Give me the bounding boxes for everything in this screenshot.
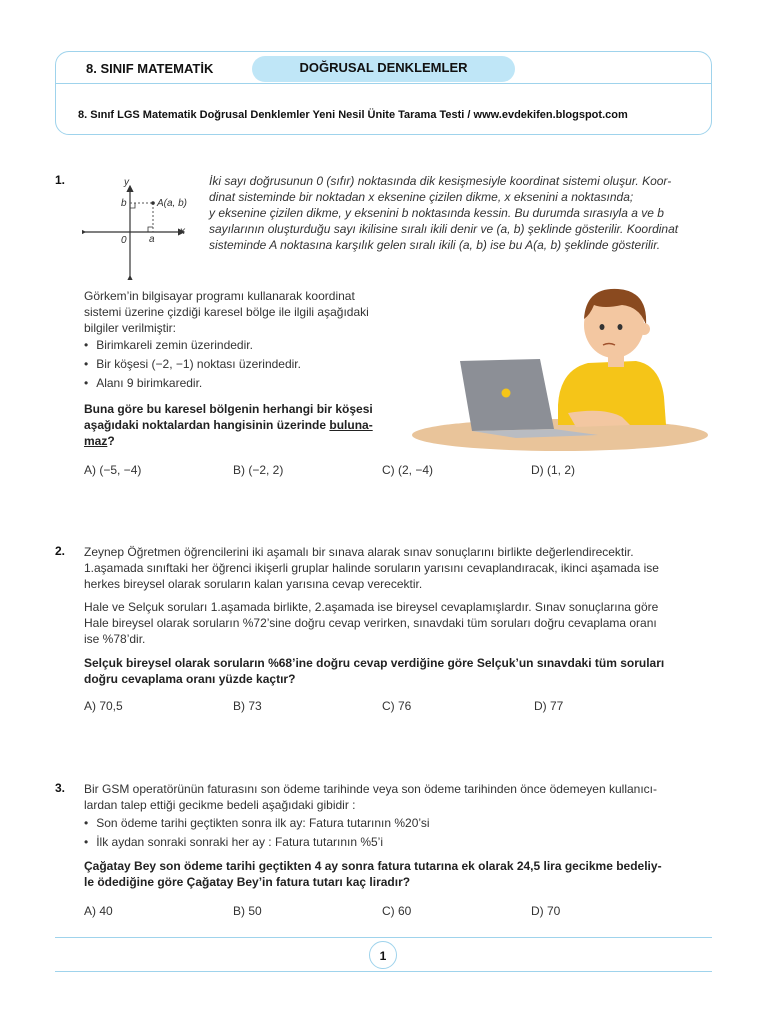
list-item: • Bir köşesi (−2, −1) noktası üzerindedir.: [84, 355, 301, 374]
page-number: 1: [369, 941, 397, 969]
q3-question: Çağatay Bey son ödeme tarihi geçtikten 4 ay sonra fatura tutarına ek olarak 24,5 lira gecikme bedeliy- le ödediğine göre Çağatay Bey’in fatura tutarı kaç liradır?: [84, 859, 662, 889]
boy-laptop-illustration: [408, 285, 708, 455]
footer-line-top: [55, 937, 712, 938]
q3-option-c[interactable]: C) 60: [382, 904, 412, 918]
q2-paragraph-1: Zeynep Öğretmen öğrencilerini iki aşamalı bir sınava alarak sınav sonuçlarını birlikte değerlendirecektir. 1.aşamada sınıftaki her öğrenci ikişerli gruplar halinde soruların yarısını cevaplandıracak, ikinci aşamada ise herkes bireysel olarak soruların kalan yarısına cevap verecektir.: [84, 545, 659, 591]
origin-label: 0: [121, 235, 127, 246]
q1-bullets: [84, 336, 301, 393]
q2-question: Selçuk bireysel olarak soruların %68’ine doğru cevap verdiğine göre Selçuk’un sınavdaki tüm soruları doğru cevaplama oranı yüzde kaçtır?: [84, 656, 665, 686]
list-item: • Son ödeme tarihi geçtikten sonra ilk ay: Fatura tutarının %20’si: [84, 814, 430, 833]
q1-option-d[interactable]: D) (1, 2): [531, 463, 576, 477]
test-subtitle: 8. Sınıf LGS Matematik Doğrusal Denklemler Yeni Nesil Ünite Tarama Testi / www.evdekifen.blogspot.com: [78, 109, 628, 121]
list-item: • Birimkareli zemin üzerindedir.: [84, 336, 301, 355]
question-3-number: 3.: [55, 781, 66, 795]
q3-option-b[interactable]: B) 50: [233, 904, 262, 918]
q2-option-d[interactable]: D) 77: [534, 699, 564, 713]
q1-option-a[interactable]: A) (−5, −4): [84, 463, 142, 477]
q2-option-c[interactable]: C) 76: [382, 699, 412, 713]
laptop-logo: [502, 389, 511, 398]
topic-pill: DOĞRUSAL DENKLEMLER: [252, 56, 515, 82]
q2-option-b[interactable]: B) 73: [233, 699, 262, 713]
q3-paragraph: Bir GSM operatörünün faturasını son ödeme tarihinde veya son ödeme tarihinden önce ödemeyen kullanıcı- lardan talep ettiği gecikme bedeli aşağıdaki gibidir :: [84, 782, 657, 812]
question-2-number: 2.: [55, 544, 66, 558]
q1-intro: İki sayı doğrusunun 0 (sıfır) noktasında dik kesişmesiyle koordinat sistemi oluşur. Koor- dinat sisteminde bir noktadan x eksenine çizilen dikme, x eksenini a noktasında; y eksenine çizilen dikme, y eksenini b noktasında kessin. Bu durumda sırasıyla a ve b sayılarının oluşturduğu sayı ikilisine sıralı ikili denir ve (a, b) şeklinde gösterilir. Koordinat sisteminde A noktasına karşılık gelen sıralı ikili (a, b) ise bu A(a, b) şeklinde gösterilir.: [209, 174, 679, 252]
point-a: [151, 201, 155, 205]
question-1-number: 1.: [55, 173, 66, 187]
footer-line-bottom: [55, 971, 712, 972]
list-item: • Alanı 9 birimkaredir.: [84, 374, 301, 393]
ear: [638, 323, 650, 335]
q3-bullets: [84, 814, 430, 852]
a-label: a: [149, 234, 155, 245]
grade-label: 8. SINIF MATEMATİK: [86, 61, 214, 76]
list-item: • İlk aydan sonraki sonraki her ay : Fatura tutarının %5’i: [84, 833, 430, 852]
q1-option-c[interactable]: C) (2, −4): [382, 463, 434, 477]
x-axis-label: x: [180, 226, 185, 237]
y-axis-label: y: [124, 177, 129, 188]
q2-paragraph-2: Hale ve Selçuk soruları 1.aşamada birlikte, 2.aşamada ise bireysel cevaplamışlardır. Sınav sonuçlarına göre Hale bireysel olarak soruların %72’sine doğru cevap verirken, sınavdaki tüm soruları doğru cevaplama oranı ise %78’dir.: [84, 600, 659, 646]
b-label: b: [121, 198, 127, 209]
eye-left: [600, 324, 605, 330]
q3-option-d[interactable]: D) 70: [531, 904, 561, 918]
q1-question: Buna göre bu karesel bölgenin herhangi bir köşesi aşağıdaki noktalardan hangisinin üzerinde buluna- maz?: [84, 402, 373, 448]
header-divider: [55, 83, 712, 84]
q1-option-b[interactable]: B) (−2, 2): [233, 463, 284, 477]
point-label: A(a, b): [157, 198, 188, 209]
coordinate-diagram: [82, 172, 192, 280]
q1-text: Görkem’in bilgisayar programı kullanarak koordinat sistemi üzerine çizdiği karesel bölge ile ilgili aşağıdaki bilgiler verilmiştir:: [84, 289, 369, 335]
eye-right: [618, 324, 623, 330]
q3-option-a[interactable]: A) 40: [84, 904, 113, 918]
q2-option-a[interactable]: A) 70,5: [84, 699, 123, 713]
